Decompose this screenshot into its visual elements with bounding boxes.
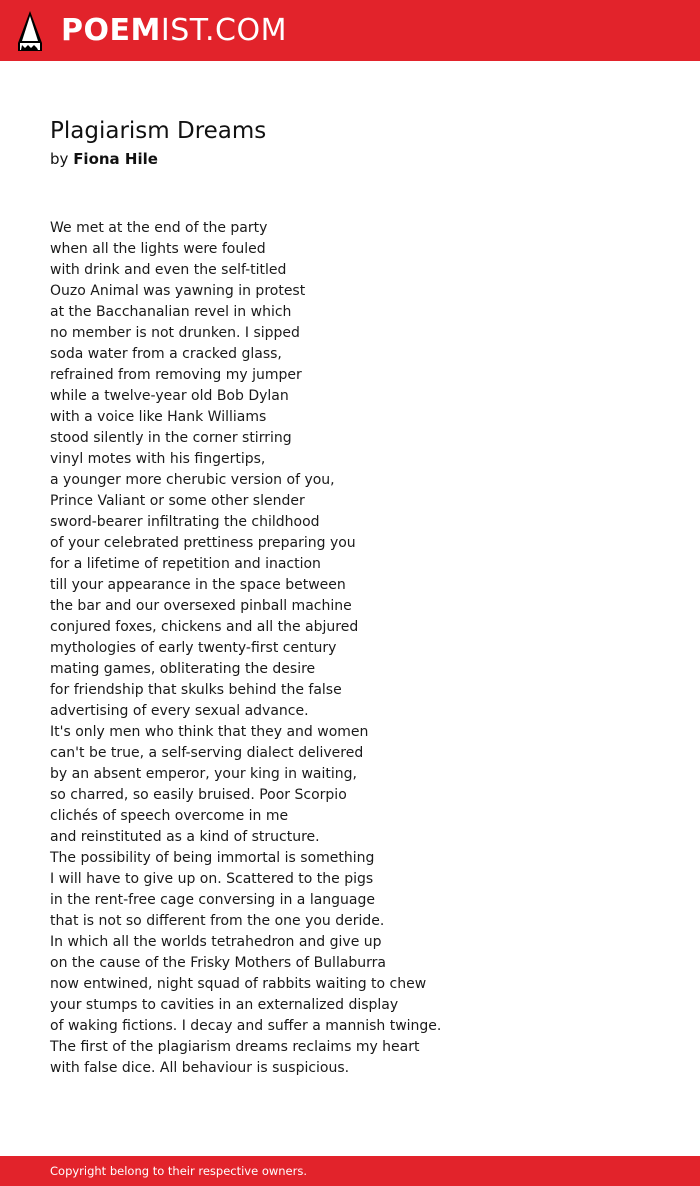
poem-line: that is not so different from the one you deride.	[50, 913, 385, 929]
poem-line: till your appearance in the space between	[50, 577, 346, 593]
poem-line: and reinstituted as a kind of structure.	[50, 829, 320, 845]
poem-author: Fiona Hile	[73, 150, 158, 168]
poem-line: mating games, obliterating the desire	[50, 661, 316, 677]
poem-line: a younger more cherubic version of you,	[50, 472, 335, 488]
poem-line: when all the lights were fouled	[50, 241, 266, 257]
poem-line: at the Bacchanalian revel in which	[50, 304, 292, 320]
poem-line: so charred, so easily bruised. Poor Scorpio	[50, 787, 347, 803]
by-label: by	[50, 150, 69, 168]
poem-line: in the rent-free cage conversing in a language	[50, 892, 376, 908]
poem-line: with a voice like Hank Williams	[50, 409, 267, 425]
pencil-tip-icon	[17, 10, 43, 52]
poem-line: can't be true, a self-serving dialect delivered	[50, 745, 364, 761]
site-brand	[61, 13, 287, 48]
poem-line: while a twelve-year old Bob Dylan	[50, 388, 289, 404]
copyright-text: Copyright belong to their respective owners.	[50, 1164, 308, 1178]
poem-line: conjured foxes, chickens and all the abjured	[50, 619, 359, 635]
brand-bold-text: POEM	[61, 13, 161, 48]
poem-line: sword-bearer infiltrating the childhood	[50, 514, 320, 530]
poem-line: Prince Valiant or some other slender	[50, 493, 305, 509]
brand-light-text: IST.COM	[160, 13, 287, 48]
poem-line: Ouzo Animal was yawning in protest	[50, 283, 306, 299]
poem-line: I will have to give up on. Scattered to the pigs	[50, 871, 374, 887]
poem-line: with drink and even the self-titled	[50, 262, 287, 278]
poem-line: for friendship that skulks behind the false	[50, 682, 342, 698]
poem-line: your stumps to cavities in an externalized display	[50, 997, 399, 1013]
site-footer	[0, 1156, 700, 1186]
poem-line: advertising of every sexual advance.	[50, 703, 309, 719]
poem-line: The first of the plagiarism dreams reclaims my heart	[50, 1039, 420, 1055]
poem-line: no member is not drunken. I sipped	[50, 325, 300, 341]
poem-line: on the cause of the Frisky Mothers of Bullaburra	[50, 955, 387, 971]
poem-line: The possibility of being immortal is something	[50, 850, 375, 866]
poem-line: the bar and our oversexed pinball machine	[50, 598, 352, 614]
poem-line: We met at the end of the party	[50, 220, 268, 236]
poem-line: of waking fictions. I decay and suffer a mannish twinge.	[50, 1018, 442, 1034]
poem-byline	[50, 148, 158, 170]
poem-line: mythologies of early twenty-first century	[50, 640, 337, 656]
poem-line: soda water from a cracked glass,	[50, 346, 282, 362]
poem-title: Plagiarism Dreams	[50, 118, 267, 144]
poem-line: now entwined, night squad of rabbits waiting to chew	[50, 976, 427, 992]
poem-line: clichés of speech overcome in me	[50, 808, 289, 824]
poem-line: It's only men who think that they and women	[50, 724, 369, 740]
poem-line: of your celebrated prettiness preparing you	[50, 535, 356, 551]
poem-line: by an absent emperor, your king in waiting,	[50, 766, 357, 782]
site-header	[0, 0, 700, 61]
poem-line: In which all the worlds tetrahedron and give up	[50, 934, 382, 950]
site-logo[interactable]	[17, 9, 287, 53]
poem-line: with false dice. All behaviour is suspicious.	[50, 1060, 350, 1076]
poem-line: for a lifetime of repetition and inaction	[50, 556, 321, 572]
poem-line: refrained from removing my jumper	[50, 367, 302, 383]
poem-line: vinyl motes with his fingertips,	[50, 451, 266, 467]
poem-line: stood silently in the corner stirring	[50, 430, 292, 446]
poem-body	[50, 218, 441, 1079]
